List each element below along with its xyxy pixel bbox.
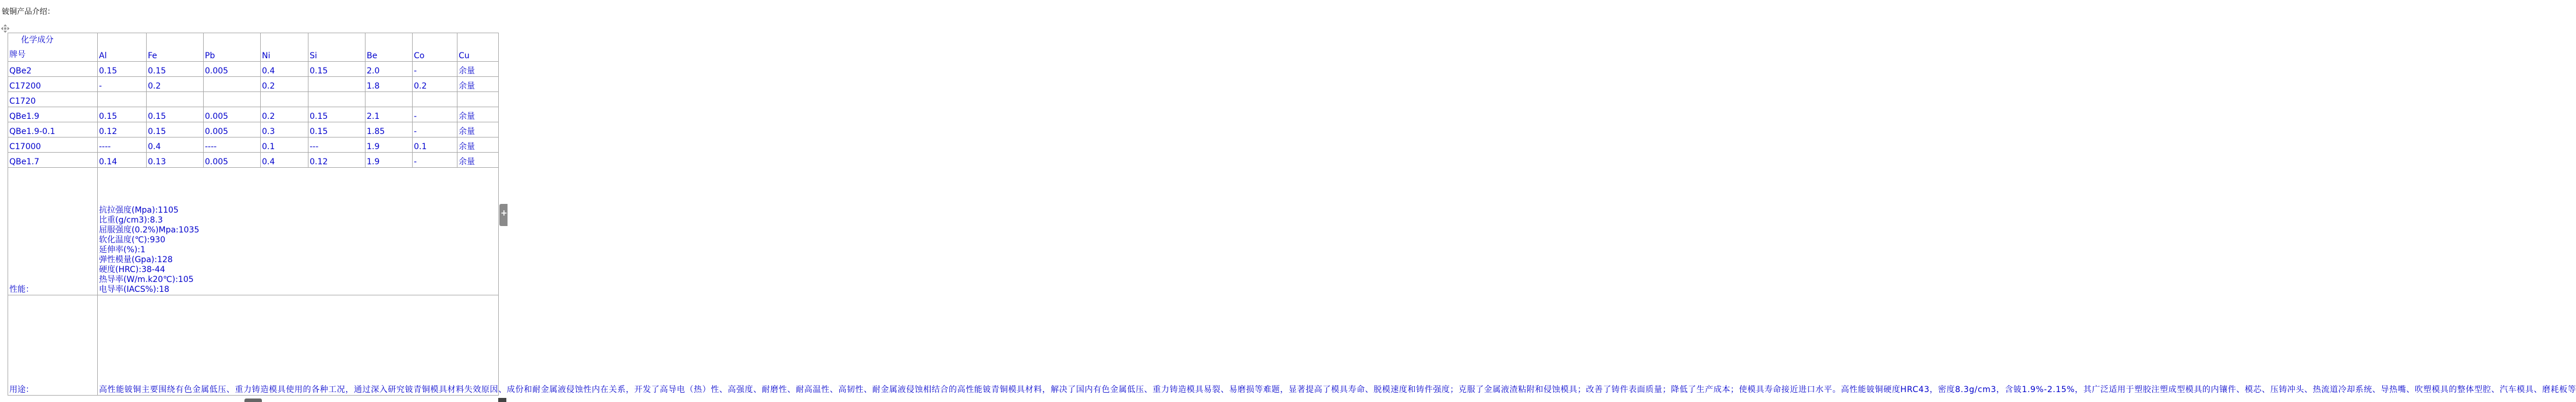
value-cell: 余量 xyxy=(457,107,499,122)
value-cell: - xyxy=(413,107,457,122)
value-cell: 0.15 xyxy=(308,122,366,137)
value-cell xyxy=(204,92,261,107)
value-cell: 0.15 xyxy=(308,62,366,77)
value-cell: 0.13 xyxy=(147,153,204,168)
property-line: 屈服强度(0.2%)Mpa:1035 xyxy=(99,225,200,235)
value-cell: 1.9 xyxy=(366,153,413,168)
move-handle-icon[interactable] xyxy=(1,24,10,33)
page-heading: 铍铜产品介绍： xyxy=(2,8,55,16)
value-cell: 余量 xyxy=(457,137,499,153)
usage-row xyxy=(8,295,499,396)
plus-icon: + xyxy=(501,209,508,218)
element-header: Si xyxy=(308,33,366,62)
properties-label: 性能： xyxy=(8,168,98,295)
value-cell: 0.14 xyxy=(98,153,147,168)
value-cell xyxy=(413,92,457,107)
value-cell: 1.85 xyxy=(366,122,413,137)
table-row xyxy=(8,122,499,137)
value-cell: 0.005 xyxy=(204,122,261,137)
property-line: 电导率(IACS%):18 xyxy=(99,285,169,294)
value-cell: 0.15 xyxy=(147,62,204,77)
value-cell: 0.12 xyxy=(98,122,147,137)
grade-cell: C17200 xyxy=(8,77,98,92)
value-cell: 0.2 xyxy=(261,77,308,92)
value-cell xyxy=(147,92,204,107)
composition-table xyxy=(8,33,2576,396)
grade-cell: QBe1.9-0.1 xyxy=(8,122,98,137)
value-cell: 0.4 xyxy=(261,153,308,168)
value-cell: 0.2 xyxy=(147,77,204,92)
properties-row xyxy=(8,168,499,295)
value-cell: 0.2 xyxy=(413,77,457,92)
property-line: 延伸率(%):1 xyxy=(99,245,146,255)
grade-cell: C17000 xyxy=(8,137,98,153)
value-cell: 2.1 xyxy=(366,107,413,122)
element-header: Co xyxy=(413,33,457,62)
value-cell: 0.15 xyxy=(308,107,366,122)
grade-cell: QBe1.7 xyxy=(8,153,98,168)
value-cell: 余量 xyxy=(457,122,499,137)
element-header: Cu xyxy=(457,33,499,62)
properties-cell xyxy=(98,168,499,295)
value-cell: 0.005 xyxy=(204,62,261,77)
value-cell: ---- xyxy=(204,137,261,153)
grade-cell: QBe2 xyxy=(8,62,98,77)
value-cell xyxy=(261,92,308,107)
value-cell: 1.9 xyxy=(366,137,413,153)
property-line: 弹性模量(Gpa):128 xyxy=(99,255,173,265)
property-line: 比重(g/cm3):8.3 xyxy=(99,216,163,225)
value-cell: 余量 xyxy=(457,62,499,77)
value-cell: ---- xyxy=(98,137,147,153)
value-cell xyxy=(308,92,366,107)
value-cell: 0.4 xyxy=(147,137,204,153)
table-row xyxy=(8,153,499,168)
property-line: 软化温度(℃):930 xyxy=(99,235,166,245)
corner-header-composition: 化学成分 xyxy=(21,36,54,45)
value-cell: - xyxy=(413,62,457,77)
value-cell: 0.15 xyxy=(98,107,147,122)
value-cell: 2.0 xyxy=(366,62,413,77)
value-cell xyxy=(366,92,413,107)
table-header-row xyxy=(8,33,499,62)
value-cell xyxy=(457,92,499,107)
corner-header-cell xyxy=(8,33,98,62)
value-cell xyxy=(204,77,261,92)
value-cell: 0.15 xyxy=(98,62,147,77)
value-cell xyxy=(308,77,366,92)
value-cell: 0.005 xyxy=(204,107,261,122)
grade-cell: QBe1.9 xyxy=(8,107,98,122)
property-line: 热导率(W/m.k20℃):105 xyxy=(99,275,194,284)
value-cell: 0.2 xyxy=(261,107,308,122)
table-row xyxy=(8,92,499,107)
element-header: Fe xyxy=(147,33,204,62)
side-expand-tab[interactable] xyxy=(499,204,508,226)
element-header: Ni xyxy=(261,33,308,62)
value-cell: 0.3 xyxy=(261,122,308,137)
corner-resize-handle[interactable] xyxy=(498,398,506,402)
value-cell: --- xyxy=(308,137,366,153)
value-cell: 0.4 xyxy=(261,62,308,77)
value-cell: 0.1 xyxy=(413,137,457,153)
value-cell: 0.005 xyxy=(204,153,261,168)
property-line: 抗拉强度(Mpa):1105 xyxy=(99,206,179,215)
value-cell: - xyxy=(413,122,457,137)
table-row xyxy=(8,77,499,92)
element-header: Pb xyxy=(204,33,261,62)
value-cell xyxy=(98,92,147,107)
value-cell: 0.15 xyxy=(147,122,204,137)
value-cell: 余量 xyxy=(457,153,499,168)
value-cell: 0.15 xyxy=(147,107,204,122)
value-cell: 0.12 xyxy=(308,153,366,168)
bottom-resize-handle[interactable] xyxy=(244,399,262,402)
value-cell: - xyxy=(413,153,457,168)
corner-header-grade: 牌号 xyxy=(9,50,26,59)
element-header: Al xyxy=(98,33,147,62)
value-cell: 1.8 xyxy=(366,77,413,92)
value-cell: - xyxy=(98,77,147,92)
element-header: Be xyxy=(366,33,413,62)
usage-text: 高性能铍铜主要围绕有色金属低压、重力铸造模具使用的各种工况，通过深入研究铍青铜模具材料失效原因、成份和耐金属液侵蚀性内在关系，开发了高导电（热）性、高强度、耐磨性、耐高温性、高韧性、耐金属液侵蚀相结合的高性能铍青铜模具材料，解决了国内有色金属低压、重力铸造模具易裂、易磨损等难题，显著提高了模具寿命、脱模速度和铸件强度；克服了金属液渣粘附和侵蚀模具；改善了铸件表面质量；降低了生产成本；使模具寿命接近进口水平。高性能铍铜硬度HRC43，密度8.3g/cm3，含铍1.9%-2.15%，其广泛适用于塑胶注塑成型模具的内镶件、模芯、压铸冲头、热流道冷却系统、导热嘴、吹塑模具的整体型腔、汽车模具、磨耗板等 xyxy=(98,295,499,396)
value-cell: 0.1 xyxy=(261,137,308,153)
usage-label: 用途： xyxy=(8,295,98,396)
table-row xyxy=(8,62,499,77)
value-cell: 余量 xyxy=(457,77,499,92)
grade-cell: C1720 xyxy=(8,92,98,107)
table-row xyxy=(8,107,499,122)
table-row xyxy=(8,137,499,153)
property-line: 硬度(HRC):38-44 xyxy=(99,265,165,274)
